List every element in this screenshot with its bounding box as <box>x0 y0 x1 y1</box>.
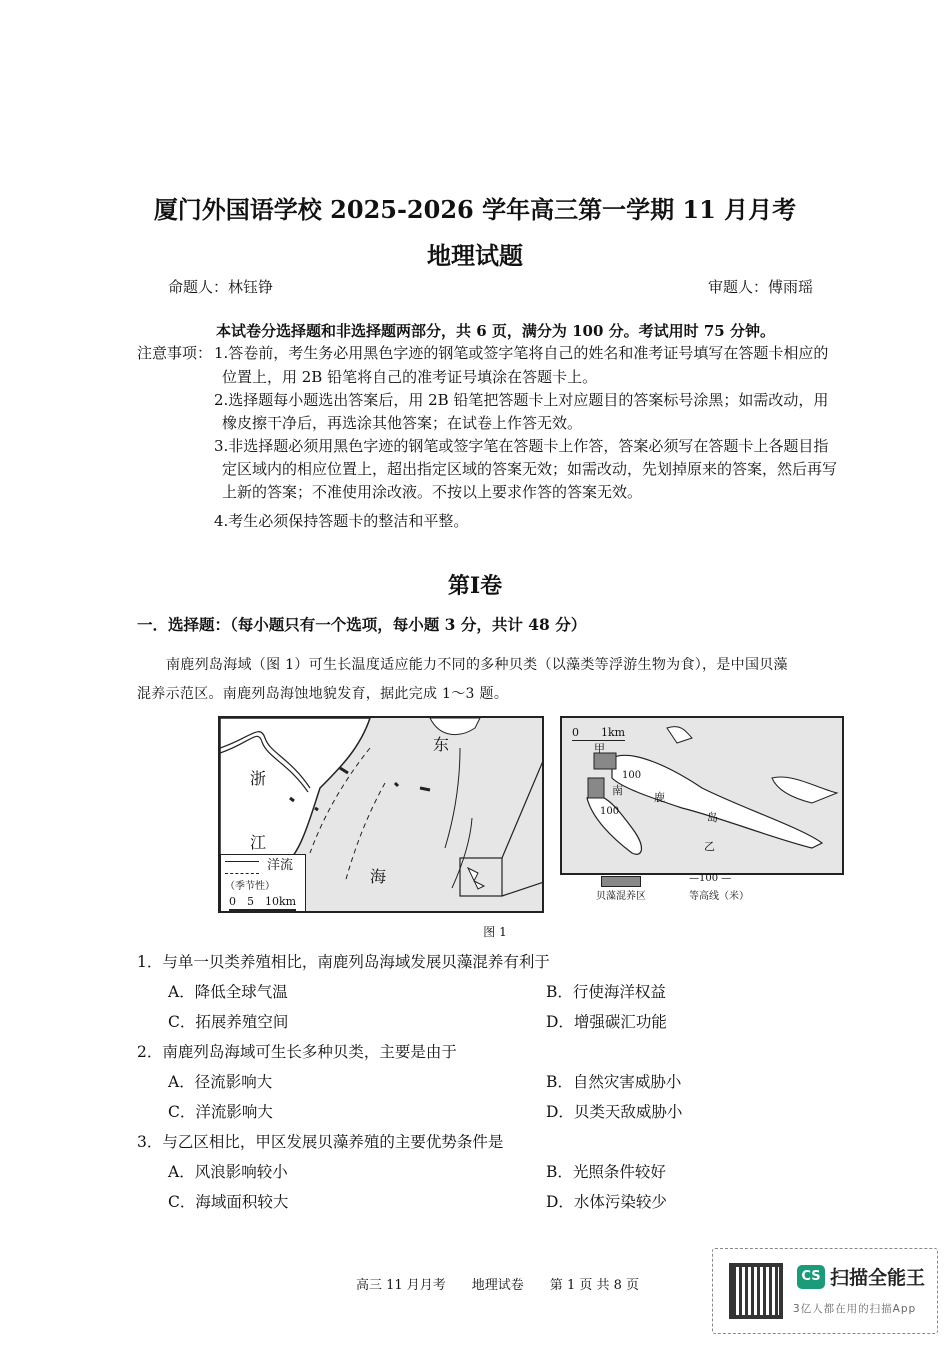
legend-contour-symbol: —100 — <box>689 873 732 884</box>
note-line: 上新的答案；不准使用涂改液。不按以上要求作答的答案无效。 <box>222 483 643 501</box>
option: D．水体污染较少 <box>546 1193 667 1211</box>
label-lu: 鹿 <box>654 791 665 804</box>
label-dong: 东 <box>433 735 450 754</box>
figure-caption: 图 1 <box>483 925 507 939</box>
option: A．风浪影响较小 <box>168 1163 288 1181</box>
exam-title: 厦门外国语学校 2025-2026 学年高三第一学期 11 月月考 <box>153 195 797 224</box>
contour-label: 100 <box>622 770 642 781</box>
note-line: 4.考生必须保持答题卡的整洁和平整。 <box>214 512 469 530</box>
option: D．贝类天敌威胁小 <box>546 1103 683 1121</box>
label-nan: 南 <box>612 784 623 797</box>
brand-tagline: 3亿人都在用的扫描App <box>793 1303 917 1315</box>
culture-area-swatch-icon <box>601 876 641 887</box>
option: C．拓展养殖空间 <box>168 1013 289 1031</box>
exam-subtitle: 地理试题 <box>427 241 523 270</box>
note-line: 1.答卷前，考生务必用黑色字迹的钢笔或签字笔将自己的姓名和准考证号填写在答题卡相应的 <box>214 344 829 362</box>
main-scale: 0 5 10km <box>229 893 296 911</box>
legend-contour: 等高线（米） <box>689 891 749 902</box>
page-footer: 高三 11 月月考 地理试卷 第 1 页 共 8 页 <box>356 1278 640 1293</box>
question-stem: 3．与乙区相比，甲区发展贝藻养殖的主要优势条件是 <box>137 1133 504 1151</box>
question-stem: 1．与单一贝类养殖相比，南鹿列岛海域发展贝藻混养有利于 <box>137 953 550 971</box>
camscanner-watermark <box>712 1248 938 1334</box>
notes-label: 注意事项： <box>137 344 213 362</box>
current-arrow-icon <box>225 861 259 862</box>
note-line: 2.选择题每小题选出答案后，用 2B 铅笔把答题卡上对应题目的答案标号涂黑；如需改动，用 <box>214 391 829 409</box>
note-line: 位置上，用 2B 铅笔将自己的准考证号填涂在答题卡上。 <box>222 368 598 386</box>
label-dao: 岛 <box>707 811 718 824</box>
passage-line: 南鹿列岛海域（图 1）可生长温度适应能力不同的多种贝类（以藻类等浮游生物为食），是中国贝藻 <box>166 657 788 673</box>
option: B．行使海洋权益 <box>546 983 666 1001</box>
legend-current: 洋流 <box>267 858 294 873</box>
main-map-legend <box>220 854 306 912</box>
option: A．降低全球气温 <box>168 983 288 1001</box>
author: 命题人：林钰铮 <box>168 278 274 296</box>
question-stem: 2．南鹿列岛海域可生长多种贝类，主要是由于 <box>137 1043 457 1061</box>
seasonal-arrow-icon <box>225 873 259 874</box>
section-heading: 一．选择题：（每小题只有一个选项，每小题 3 分，共计 48 分） <box>137 615 587 634</box>
option: B．光照条件较好 <box>546 1163 666 1181</box>
label-yi: 乙 <box>704 840 715 853</box>
legend-culture-area: 贝藻混养区 <box>596 891 646 902</box>
option: C．洋流影响大 <box>168 1103 273 1121</box>
qr-code-icon <box>729 1263 783 1319</box>
option: A．径流影响大 <box>168 1073 273 1091</box>
label-hai: 海 <box>370 867 387 886</box>
note-line: 橡皮擦干净后，再选涂其他答案；在试卷上作答无效。 <box>222 414 583 432</box>
intro: 本试卷分选择题和非选择题两部分，共 6 页，满分为 100 分。考试用时 75 分钟。 <box>216 322 775 340</box>
reviewer: 审题人：傅雨瑶 <box>708 278 814 296</box>
cs-logo-icon: CS <box>797 1265 825 1289</box>
passage-line: 混养示范区。南鹿列岛海蚀地貌发育，据此完成 1～3 题。 <box>137 686 509 702</box>
volume-heading: 第Ⅰ卷 <box>447 573 503 599</box>
inset-map <box>560 716 844 875</box>
label-zhe: 浙 <box>250 769 267 788</box>
label-jia: 甲 <box>594 742 605 755</box>
contour-label: 100 <box>600 806 620 817</box>
brand-name: 扫描全能王 <box>830 1267 926 1289</box>
inset-scale: 0 1km <box>572 726 626 739</box>
option: C．海域面积较大 <box>168 1193 289 1211</box>
main-map <box>218 716 544 913</box>
label-jiang: 江 <box>250 833 267 852</box>
note-line: 定区域内的相应位置上，超出指定区域的答案无效；如需改动，先划掉原来的答案，然后再写 <box>222 460 838 478</box>
note-line: 3.非选择题必须用黑色字迹的钢笔或签字笔在答题卡上作答，答案必须写在答题卡上各题目指 <box>214 437 829 455</box>
option: D．增强碳汇功能 <box>546 1013 667 1031</box>
option: B．自然灾害威胁小 <box>546 1073 682 1091</box>
legend-seasonal: （季节性） <box>225 881 275 892</box>
